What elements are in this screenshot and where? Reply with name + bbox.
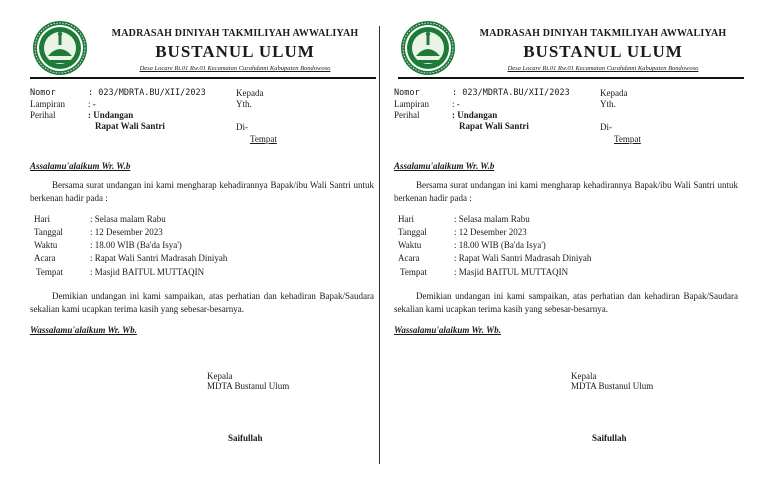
opening-greeting: Assalamu'alaikum Wr. W.b: [394, 161, 495, 171]
kepada-yth: Yth.: [236, 99, 252, 109]
detail-value: : Selasa malam Rabu: [454, 214, 530, 224]
nomor-label: Nomor: [30, 88, 56, 98]
perihal-label: Perihal: [394, 110, 420, 120]
institution-name: BUSTANUL ULUM: [523, 42, 683, 61]
detail-value: : 12 Desember 2023: [90, 227, 163, 237]
detail-value: : Rapat Wali Santri Madrasah Diniyah: [90, 253, 228, 263]
opening-greeting: Assalamu'alaikum Wr. W.b: [30, 161, 131, 171]
detail-label: Acara: [34, 253, 56, 263]
kepada-tempat: Tempat: [614, 134, 641, 144]
kepada-label: Kepada: [600, 88, 628, 98]
madrasah-logo-icon: [32, 20, 88, 76]
perihal-value: : Undangan: [452, 110, 498, 120]
kepada-di: Di-: [600, 122, 612, 132]
detail-value: : 18.00 WIB (Ba'da Isya'): [454, 240, 546, 250]
institution-address: Desa Locare Rt.01 Rw.01 Kecamatan Curahdami Kabupaten Bondowoso: [507, 65, 699, 72]
detail-value: : Rapat Wali Santri Madrasah Diniyah: [454, 253, 592, 263]
closing-greeting: Wassalamu'alaikum Wr. Wb.: [30, 325, 137, 335]
perihal-value-line2: Rapat Wali Santri: [459, 121, 529, 131]
letterhead-rule: [30, 77, 376, 79]
detail-label: Hari: [34, 214, 50, 224]
closing-paragraph: Demikian undangan ini kami sampaikan, atas perhatian dan kehadiran Bapak/Saudara sekalian kami ucapkan terima kasih yang sebesar-besarnya.: [30, 291, 374, 314]
institution-address: Desa Locare Rt.01 Rw.01 Kecamatan Curahdami Kabupaten Bondowoso: [139, 65, 331, 72]
madrasah-logo-icon: [400, 20, 456, 76]
signature-institution: MDTA Bustanul Ulum: [571, 381, 654, 391]
detail-value: : Selasa malam Rabu: [90, 214, 166, 224]
lampiran-value: : -: [452, 99, 460, 109]
kepada-di: Di-: [236, 122, 248, 132]
lampiran-label: Lampiran: [394, 99, 429, 109]
detail-value: : Masjid BAITUL MUTTAQIN: [90, 267, 205, 277]
nomor-value: : 023/MDRTA.BU/XII/2023: [452, 88, 570, 98]
letterhead-rule: [398, 77, 744, 79]
institution-type: MADRASAH DINIYAH TAKMILIYAH AWWALIYAH: [111, 28, 359, 39]
closing-paragraph: Demikian undangan ini kami sampaikan, atas perhatian dan kehadiran Bapak/Saudara sekalian kami ucapkan terima kasih yang sebesar-besarnya.: [394, 291, 738, 314]
kepada-tempat: Tempat: [250, 134, 277, 144]
signatory-name: Saifullah: [228, 433, 263, 443]
perihal-value-line2: Rapat Wali Santri: [95, 121, 165, 131]
letterhead: [460, 28, 746, 72]
opening-paragraph: Bersama surat undangan ini kami mengharap kehadirannya Bapak/ibu Wali Santri untuk berkenan hadir pada :: [394, 180, 738, 203]
letterhead: [92, 28, 378, 72]
institution-type: MADRASAH DINIYAH TAKMILIYAH AWWALIYAH: [479, 28, 727, 39]
opening-paragraph: Bersama surat undangan ini kami mengharap kehadirannya Bapak/ibu Wali Santri untuk berkenan hadir pada :: [30, 180, 374, 203]
page-divider: [379, 26, 380, 464]
signature-institution: MDTA Bustanul Ulum: [207, 381, 290, 391]
institution-name: BUSTANUL ULUM: [155, 42, 315, 61]
perihal-label: Perihal: [30, 110, 56, 120]
letter-right: [388, 0, 748, 501]
detail-label: Waktu: [34, 240, 58, 250]
detail-label: Hari: [398, 214, 414, 224]
lampiran-label: Lampiran: [30, 99, 65, 109]
detail-label: Tempat: [400, 267, 427, 277]
nomor-label: Nomor: [394, 88, 420, 98]
detail-label: Tempat: [36, 267, 63, 277]
kepada-yth: Yth.: [600, 99, 616, 109]
kepada-label: Kepada: [236, 88, 264, 98]
detail-value: : Masjid BAITUL MUTTAQIN: [454, 267, 569, 277]
lampiran-value: : -: [88, 99, 96, 109]
detail-label: Waktu: [398, 240, 422, 250]
closing-greeting: Wassalamu'alaikum Wr. Wb.: [394, 325, 501, 335]
letter-left: [20, 0, 380, 501]
detail-label: Acara: [398, 253, 420, 263]
detail-label: Tanggal: [34, 227, 63, 237]
detail-label: Tanggal: [398, 227, 427, 237]
perihal-value: : Undangan: [88, 110, 134, 120]
nomor-value: : 023/MDRTA.BU/XII/2023: [88, 88, 206, 98]
signature-title: Kepala: [571, 371, 597, 381]
detail-value: : 12 Desember 2023: [454, 227, 527, 237]
signature-title: Kepala: [207, 371, 233, 381]
detail-value: : 18.00 WIB (Ba'da Isya'): [90, 240, 182, 250]
signatory-name: Saifullah: [592, 433, 627, 443]
